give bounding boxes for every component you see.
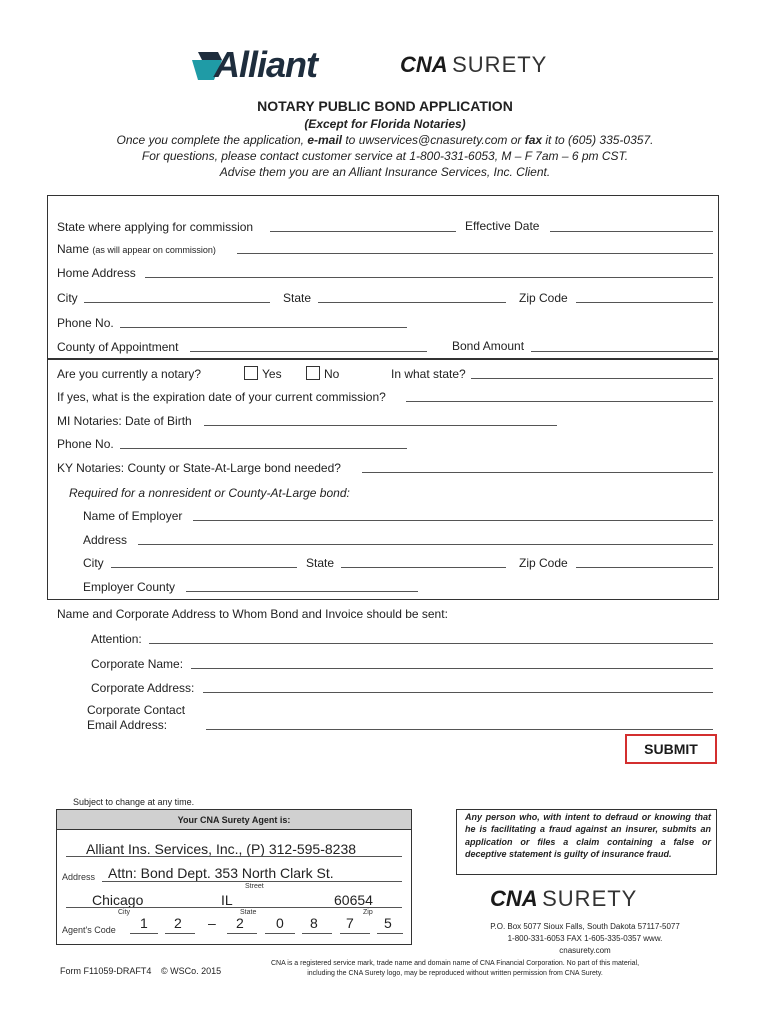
- code-digit: –: [208, 915, 216, 931]
- agent-zip-value: 60654: [334, 892, 373, 908]
- employer-county-field[interactable]: [186, 591, 418, 592]
- employer-state-label: State: [306, 556, 335, 570]
- employer-city-field[interactable]: [111, 567, 297, 568]
- form-number: Form F11059-DRAFT4: [60, 966, 152, 976]
- advise-line: Advise them you are an Alliant Insurance Services, Inc. Client.: [219, 165, 551, 179]
- employer-name-field[interactable]: [193, 520, 713, 521]
- state-label: State: [283, 291, 312, 305]
- code-digit: 7: [346, 915, 354, 931]
- page-subtitle: (Except for Florida Notaries): [304, 117, 466, 131]
- city-label: City: [57, 291, 78, 305]
- zip-caption: Zip: [363, 909, 373, 916]
- phone-field[interactable]: [120, 327, 407, 328]
- employer-zip-field[interactable]: [576, 567, 713, 568]
- code-digit: 1: [140, 915, 148, 931]
- county-label: County of Appointment: [57, 340, 179, 354]
- agent-name-line: [66, 856, 402, 857]
- mi-dob-field[interactable]: [204, 425, 557, 426]
- code-digit: 8: [310, 915, 318, 931]
- corp-name-field[interactable]: [191, 668, 713, 669]
- agent-box-header: Your CNA Surety Agent is:: [57, 810, 411, 830]
- agent-code-label: Agent's Code: [62, 925, 116, 935]
- agent-city-line: [66, 907, 402, 908]
- agent-code: [130, 915, 402, 933]
- alliant-logo: [192, 46, 352, 86]
- expiration-label: If yes, what is the expiration date of your current commission?: [57, 390, 386, 404]
- state-applying-label: State where applying for commission: [57, 220, 254, 234]
- code-digit: 0: [276, 915, 284, 931]
- agent-name-value: Alliant Ins. Services, Inc., (P) 312-595-8238: [86, 841, 357, 857]
- phone-2-label: Phone No.: [57, 437, 114, 451]
- city-caption: City: [118, 909, 131, 916]
- fraud-warning-text: Any person who, with intent to defraud or knowing that he is facilitating a fraud against an insurer, submits an application or files a claim containing a false or deceptive statement is guilty of insurance fraud.: [465, 812, 711, 860]
- mi-dob-label: MI Notaries: Date of Birth: [57, 414, 192, 428]
- questions-line: For questions, please contact customer service at 1-800-331-6053, M – F 7am – 6 pm CST.: [141, 149, 629, 163]
- zip-label: Zip Code: [519, 291, 568, 305]
- agent-code-line: [130, 933, 158, 934]
- agent-address-label: Address: [62, 872, 96, 882]
- agent-address-line: [102, 881, 402, 882]
- expiration-field[interactable]: [406, 401, 713, 402]
- attention-label: Attention:: [91, 632, 142, 646]
- employer-name-label: Name of Employer: [83, 509, 183, 523]
- required-note: Required for a nonresident or County-At-Large bond:: [69, 486, 350, 500]
- copyright: © WSCo. 2015: [161, 966, 222, 976]
- agent-code-line: [165, 933, 195, 934]
- no-checkbox[interactable]: [306, 366, 320, 380]
- city-field[interactable]: [84, 302, 270, 303]
- website-link[interactable]: cnasurety.com: [559, 946, 611, 955]
- employer-address-field[interactable]: [138, 544, 713, 545]
- email-field[interactable]: [206, 729, 713, 730]
- code-digit: 2: [174, 915, 182, 931]
- code-digit: 5: [384, 915, 392, 931]
- street-caption: Street: [245, 883, 264, 890]
- employer-city-label: City: [83, 556, 104, 570]
- effective-date-field[interactable]: [550, 231, 713, 232]
- email-label: Email Address:: [87, 718, 168, 732]
- agent-state-value: IL: [221, 892, 233, 908]
- state-applying-field[interactable]: [270, 231, 456, 232]
- agent-address-value: Attn: Bond Dept. 353 North Clark St.: [108, 865, 334, 881]
- ky-bond-label: KY Notaries: County or State-At-Large bond needed?: [57, 461, 341, 475]
- corp-name-label: Corporate Name:: [91, 657, 184, 671]
- name-label: Name (as will appear on commission): [57, 242, 216, 256]
- po-box: P.O. Box 5077 Sioux Falls, South Dakota 57117-5077: [490, 922, 680, 931]
- cna-surety-logo: CNA SURETY: [400, 52, 548, 77]
- agent-city-value: Chicago: [92, 892, 144, 908]
- legal-line-1: CNA is a registered service mark, trade name and domain name of CNA Financial Corporation. No part of this material,: [270, 960, 640, 967]
- bond-amount-label: Bond Amount: [452, 339, 525, 353]
- attention-field[interactable]: [149, 643, 713, 644]
- yes-label: Yes: [262, 367, 282, 381]
- legal-line-2: including the CNA Surety logo, may be reproduced without written permission from CNA Surety.: [307, 970, 603, 977]
- name-field[interactable]: [237, 253, 713, 254]
- corp-address-field[interactable]: [203, 692, 713, 693]
- cna-surety-footer-logo: CNA SURETY: [490, 886, 638, 911]
- phone-2-field[interactable]: [120, 448, 407, 449]
- submit-button[interactable]: SUBMIT: [625, 734, 717, 764]
- ky-bond-field[interactable]: [362, 472, 713, 473]
- no-label: No: [324, 367, 340, 381]
- effective-date-label: Effective Date: [465, 219, 540, 233]
- bond-invoice-heading: Name and Corporate Address to Whom Bond and Invoice should be sent:: [57, 607, 448, 621]
- agent-code-line: [377, 933, 403, 934]
- county-field[interactable]: [190, 351, 427, 352]
- home-address-label: Home Address: [57, 266, 136, 280]
- yes-checkbox[interactable]: [244, 366, 258, 380]
- page-title: NOTARY PUBLIC BOND APPLICATION: [257, 98, 513, 114]
- code-digit: 2: [236, 915, 244, 931]
- currently-notary-label: Are you currently a notary?: [57, 367, 202, 381]
- employer-county-label: Employer County: [83, 580, 176, 594]
- agent-code-line: [340, 933, 370, 934]
- agent-code-line: [227, 933, 257, 934]
- employer-state-field[interactable]: [341, 567, 506, 568]
- instructions-line: Once you complete the application, e-mail to uwservices@cnasurety.com or fax it to (605) 335-0357.: [116, 133, 654, 147]
- subject-note: Subject to change at any time.: [73, 797, 195, 807]
- what-state-label: In what state?: [391, 367, 466, 381]
- home-address-field[interactable]: [145, 277, 713, 278]
- alliant-wordmark: Alliant: [214, 44, 318, 85]
- corp-address-label: Corporate Address:: [91, 681, 195, 695]
- phone-fax: 1-800-331-6053 FAX 1-605-335-0357 www.: [507, 934, 663, 943]
- agent-code-line: [265, 933, 295, 934]
- phone-label: Phone No.: [57, 316, 114, 330]
- state-caption: State: [240, 909, 257, 916]
- employer-zip-label: Zip Code: [519, 556, 568, 570]
- zip-field[interactable]: [576, 302, 713, 303]
- what-state-field[interactable]: [471, 378, 713, 379]
- agent-code-line: [302, 933, 332, 934]
- bond-amount-field[interactable]: [531, 351, 713, 352]
- corp-contact-label: Corporate Contact: [87, 703, 186, 717]
- state-field[interactable]: [318, 302, 506, 303]
- employer-address-label: Address: [83, 533, 128, 547]
